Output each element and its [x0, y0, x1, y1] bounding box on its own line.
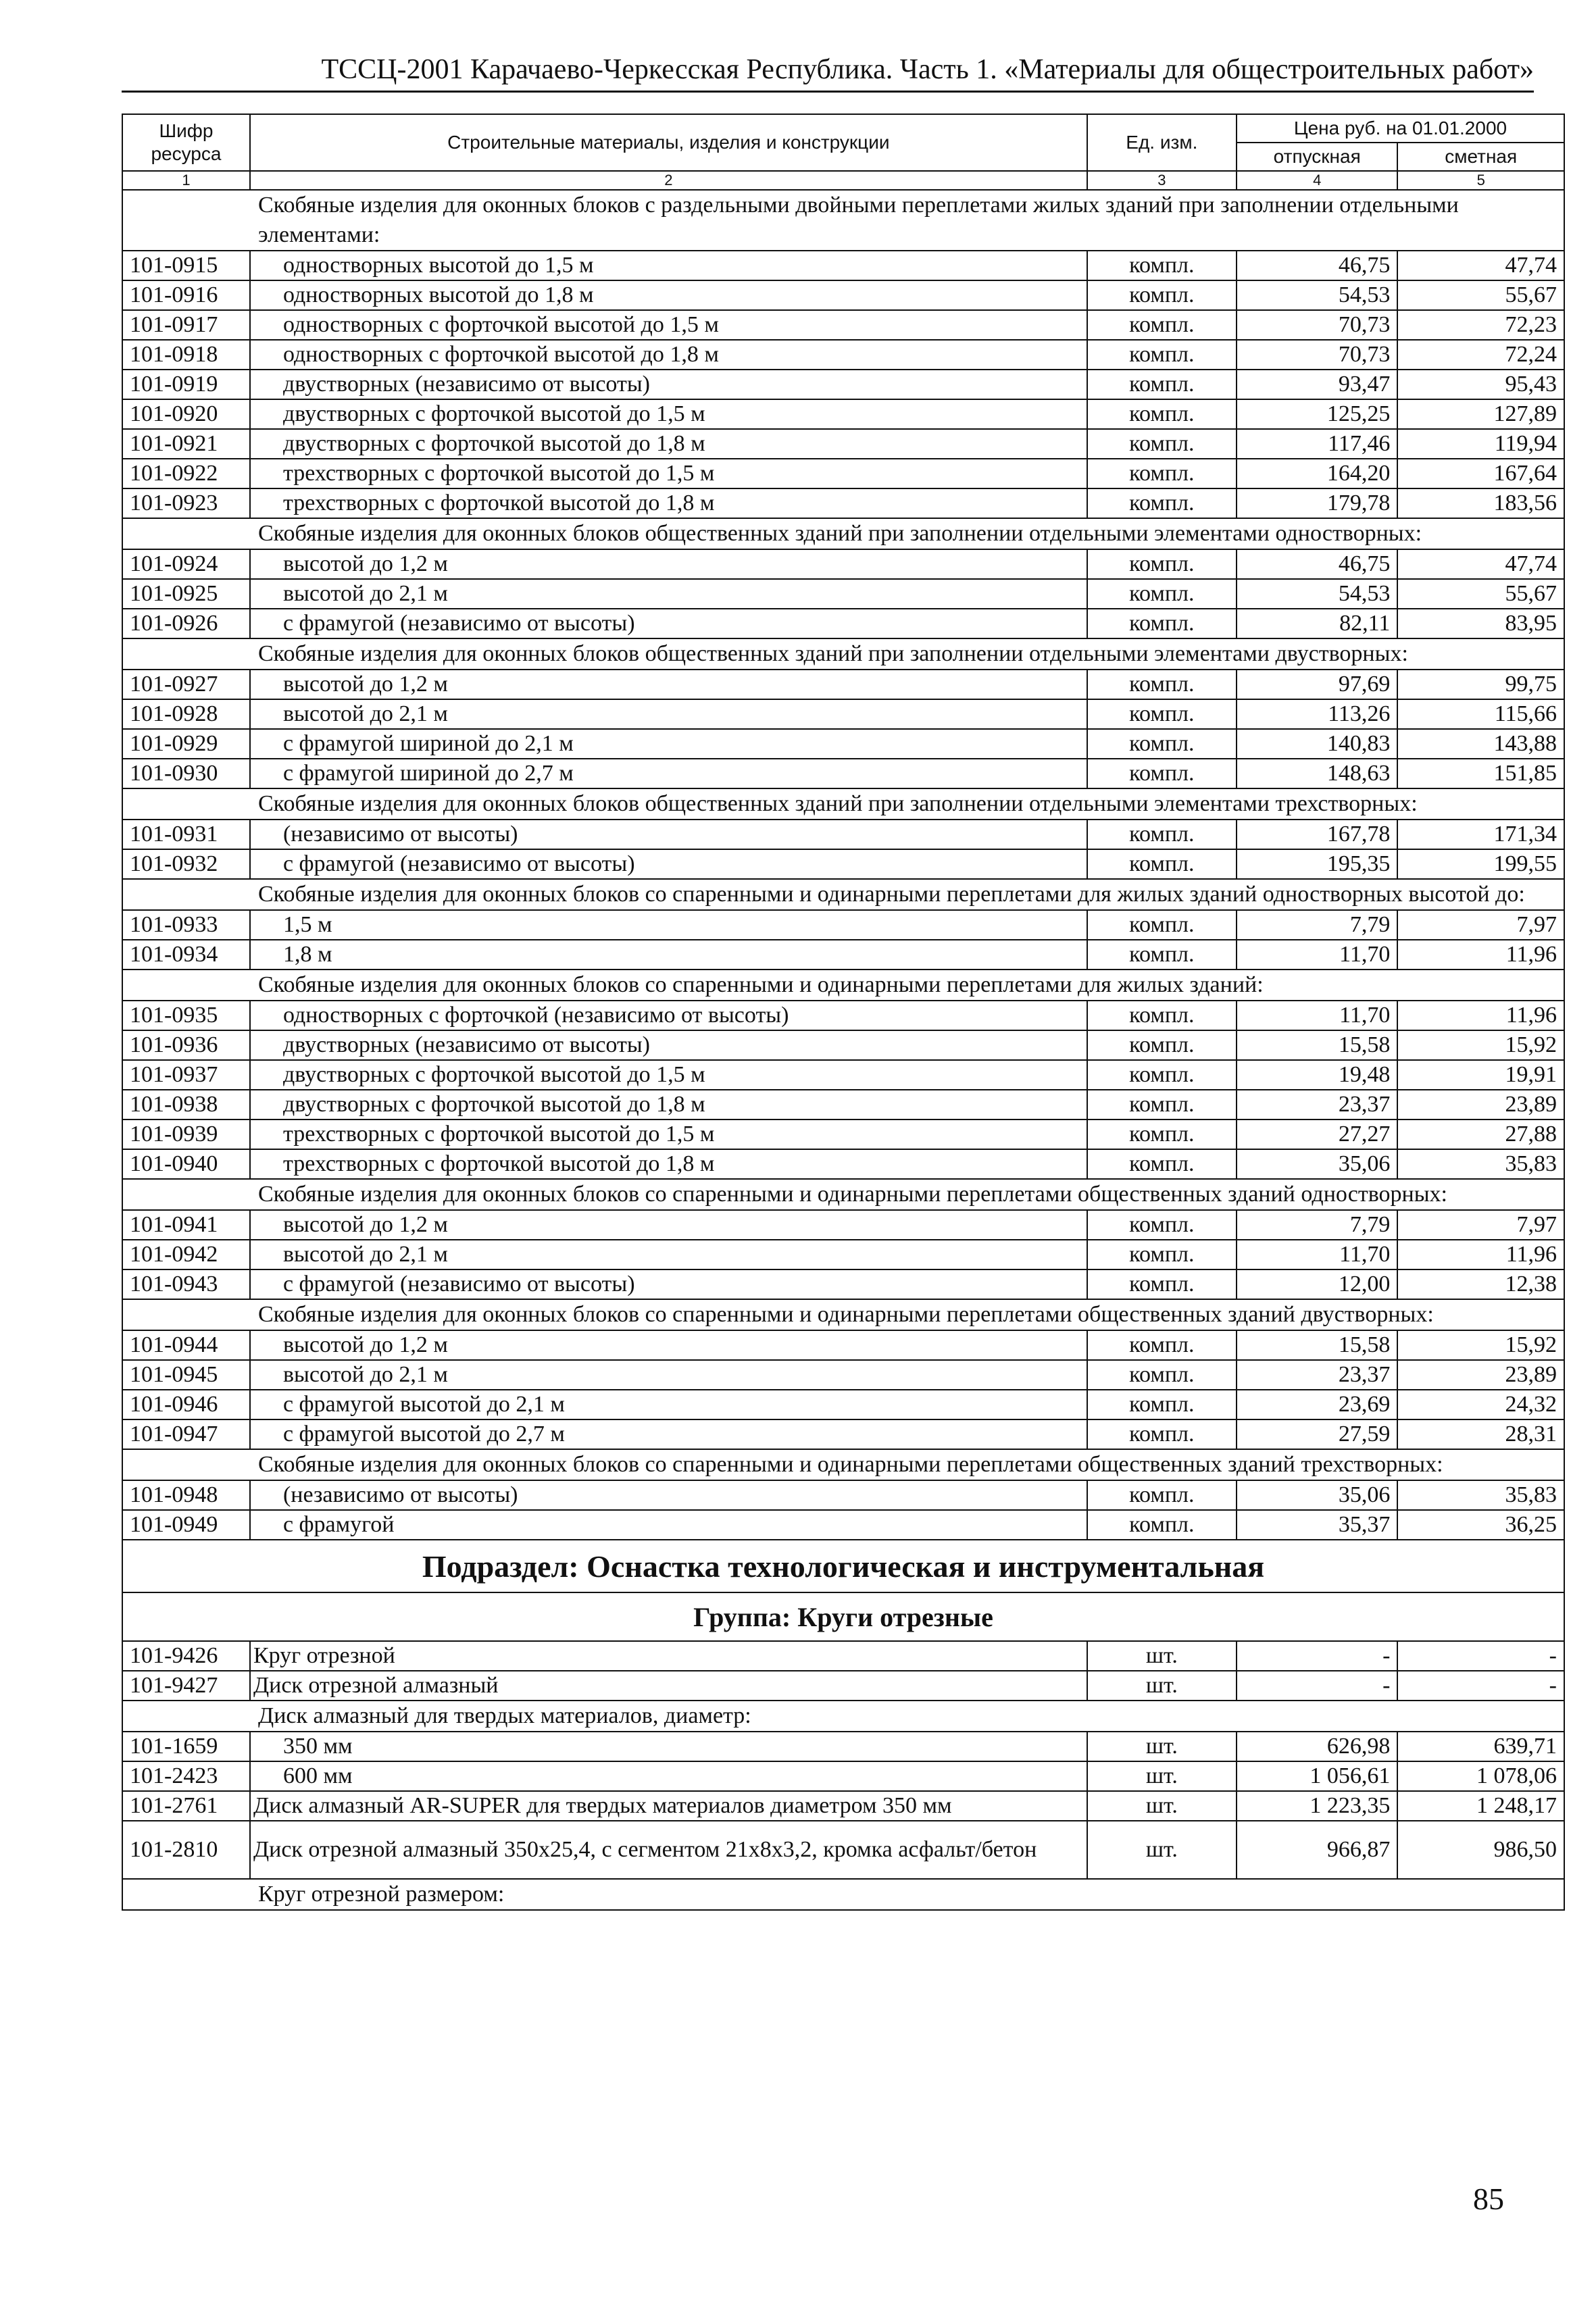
unit-of-measure: компл. — [1087, 1360, 1237, 1390]
price-estimate: 19,91 — [1397, 1060, 1564, 1090]
resource-code: 101-0947 — [122, 1419, 250, 1449]
table-row — [122, 370, 1564, 399]
price-release: 70,73 — [1237, 340, 1397, 370]
price-release: 148,63 — [1237, 759, 1397, 788]
table-row — [122, 399, 1564, 429]
section-header-row — [122, 1449, 1564, 1480]
price-release: 93,47 — [1237, 370, 1397, 399]
price-estimate: - — [1397, 1671, 1564, 1701]
price-release: 11,70 — [1237, 1001, 1397, 1030]
item-name: высотой до 1,2 м — [250, 1210, 1087, 1240]
section-header-row — [122, 1879, 1564, 1910]
price-estimate: 27,88 — [1397, 1120, 1564, 1149]
price-release: 15,58 — [1237, 1030, 1397, 1060]
table-row — [122, 1732, 1564, 1761]
resource-code: 101-0919 — [122, 370, 250, 399]
price-estimate: 199,55 — [1397, 849, 1564, 879]
resource-code: 101-0926 — [122, 609, 250, 638]
unit-of-measure: компл. — [1087, 759, 1237, 788]
table-row — [122, 1390, 1564, 1419]
table-row — [122, 1419, 1564, 1449]
item-name: Круг отрезной — [250, 1641, 1087, 1671]
head-price: Цена руб. на 01.01.2000 — [1237, 114, 1564, 143]
price-release: 23,69 — [1237, 1390, 1397, 1419]
head-num-3: 3 — [1087, 171, 1237, 190]
unit-of-measure: компл. — [1087, 1269, 1237, 1299]
unit-of-measure: шт. — [1087, 1641, 1237, 1671]
unit-of-measure: шт. — [1087, 1821, 1237, 1879]
head-name: Строительные материалы, изделия и конструкции — [250, 114, 1087, 171]
resource-code: 101-0943 — [122, 1269, 250, 1299]
price-release: 54,53 — [1237, 579, 1397, 609]
price-estimate: 55,67 — [1397, 579, 1564, 609]
resource-code: 101-1659 — [122, 1732, 250, 1761]
price-estimate: 36,25 — [1397, 1510, 1564, 1540]
section-header-row — [122, 1701, 1564, 1732]
resource-code: 101-0942 — [122, 1240, 250, 1269]
section-title: Скобяные изделия для оконных блоков со спаренными и одинарными переплетами для жилых зданий одностворных высотой до: — [122, 879, 1564, 910]
unit-of-measure: компл. — [1087, 699, 1237, 729]
price-release: 117,46 — [1237, 429, 1397, 459]
item-name: одностворных высотой до 1,8 м — [250, 280, 1087, 310]
section-header-row — [122, 879, 1564, 910]
item-name: Диск отрезной алмазный 350x25,4, с сегментом 21x8x3,2, кромка асфальт/бетон — [250, 1821, 1087, 1879]
item-name: высотой до 2,1 м — [250, 579, 1087, 609]
unit-of-measure: компл. — [1087, 399, 1237, 429]
section-title: Скобяные изделия для оконных блоков общественных зданий при заполнении отдельными элементами двустворных: — [122, 638, 1564, 670]
resource-code: 101-0931 — [122, 820, 250, 849]
price-estimate: 151,85 — [1397, 759, 1564, 788]
resource-code: 101-0921 — [122, 429, 250, 459]
table-row — [122, 1090, 1564, 1120]
unit-of-measure: компл. — [1087, 310, 1237, 340]
price-release: 46,75 — [1237, 251, 1397, 280]
table-row — [122, 579, 1564, 609]
item-name: трехстворных с форточкой высотой до 1,8 м — [250, 1149, 1087, 1179]
unit-of-measure: компл. — [1087, 1390, 1237, 1419]
item-name: двустворных (независимо от высоты) — [250, 1030, 1087, 1060]
head-num-5: 5 — [1397, 171, 1564, 190]
table-row — [122, 1641, 1564, 1671]
resource-code: 101-0915 — [122, 251, 250, 280]
table-row — [122, 1269, 1564, 1299]
unit-of-measure: компл. — [1087, 1330, 1237, 1360]
resource-code: 101-0948 — [122, 1480, 250, 1510]
unit-of-measure: компл. — [1087, 670, 1237, 699]
unit-of-measure: компл. — [1087, 940, 1237, 970]
table-row — [122, 488, 1564, 518]
item-name: двустворных с форточкой высотой до 1,5 м — [250, 399, 1087, 429]
table-row — [122, 1510, 1564, 1540]
table-row — [122, 1030, 1564, 1060]
unit-of-measure: компл. — [1087, 910, 1237, 940]
unit-of-measure: компл. — [1087, 609, 1237, 638]
unit-of-measure: шт. — [1087, 1732, 1237, 1761]
resource-code: 101-0922 — [122, 459, 250, 488]
price-estimate: 28,31 — [1397, 1419, 1564, 1449]
price-release: 113,26 — [1237, 699, 1397, 729]
price-release: 179,78 — [1237, 488, 1397, 518]
item-name: одностворных с форточкой (независимо от высоты) — [250, 1001, 1087, 1030]
table-row — [122, 1360, 1564, 1390]
unit-of-measure: компл. — [1087, 1210, 1237, 1240]
section-header-row — [122, 190, 1564, 251]
resource-code: 101-0945 — [122, 1360, 250, 1390]
price-estimate: 35,83 — [1397, 1480, 1564, 1510]
table-row — [122, 549, 1564, 579]
page-header: ТССЦ-2001 Карачаево-Черкесская Республика. Часть 1. «Материалы для общестроительных работ» — [122, 53, 1534, 93]
table-row — [122, 699, 1564, 729]
resource-code: 101-0939 — [122, 1120, 250, 1149]
unit-of-measure: компл. — [1087, 1030, 1237, 1060]
table-row — [122, 1791, 1564, 1821]
resource-code: 101-0932 — [122, 849, 250, 879]
item-name: трехстворных с форточкой высотой до 1,8 м — [250, 488, 1087, 518]
table-row — [122, 820, 1564, 849]
price-table — [122, 114, 1565, 1911]
table-row — [122, 1671, 1564, 1701]
resource-code: 101-0934 — [122, 940, 250, 970]
price-release: 7,79 — [1237, 1210, 1397, 1240]
resource-code: 101-0936 — [122, 1030, 250, 1060]
table-row — [122, 1480, 1564, 1510]
table-row — [122, 1060, 1564, 1090]
price-release: 70,73 — [1237, 310, 1397, 340]
price-release: 35,06 — [1237, 1149, 1397, 1179]
table-row — [122, 1149, 1564, 1179]
price-estimate: 15,92 — [1397, 1330, 1564, 1360]
resource-code: 101-0917 — [122, 310, 250, 340]
resource-code: 101-0940 — [122, 1149, 250, 1179]
item-name: с фрамугой высотой до 2,7 м — [250, 1419, 1087, 1449]
group-title: Группа: Круги отрезные — [122, 1592, 1564, 1641]
price-estimate: 55,67 — [1397, 280, 1564, 310]
section-title: Скобяные изделия для оконных блоков со спаренными и одинарными переплетами для жилых зданий: — [122, 970, 1564, 1001]
price-estimate: 115,66 — [1397, 699, 1564, 729]
table-row — [122, 729, 1564, 759]
table-row — [122, 340, 1564, 370]
price-release: 54,53 — [1237, 280, 1397, 310]
price-release: 125,25 — [1237, 399, 1397, 429]
section-header-row — [122, 518, 1564, 549]
item-name: 1,5 м — [250, 910, 1087, 940]
unit-of-measure: компл. — [1087, 1480, 1237, 1510]
price-release: 27,27 — [1237, 1120, 1397, 1149]
item-name: 600 мм — [250, 1761, 1087, 1791]
head-num-1: 1 — [122, 171, 250, 190]
price-estimate: 143,88 — [1397, 729, 1564, 759]
table-row — [122, 670, 1564, 699]
section-title: Скобяные изделия для оконных блоков со спаренными и одинарными переплетами общественных зданий двустворных: — [122, 1299, 1564, 1330]
unit-of-measure: компл. — [1087, 820, 1237, 849]
price-release: 1 223,35 — [1237, 1791, 1397, 1821]
price-estimate: 47,74 — [1397, 549, 1564, 579]
price-estimate: 83,95 — [1397, 609, 1564, 638]
resource-code: 101-0935 — [122, 1001, 250, 1030]
unit-of-measure: компл. — [1087, 1001, 1237, 1030]
table-row — [122, 1761, 1564, 1791]
price-estimate: 23,89 — [1397, 1090, 1564, 1120]
unit-of-measure: компл. — [1087, 488, 1237, 518]
head-price-release: отпускная — [1237, 143, 1397, 171]
unit-of-measure: компл. — [1087, 370, 1237, 399]
table-row — [122, 280, 1564, 310]
head-price-estimate: сметная — [1397, 143, 1564, 171]
unit-of-measure: компл. — [1087, 1060, 1237, 1090]
price-estimate: 127,89 — [1397, 399, 1564, 429]
item-name: высотой до 1,2 м — [250, 1330, 1087, 1360]
price-estimate: 11,96 — [1397, 1001, 1564, 1030]
item-name: (независимо от высоты) — [250, 820, 1087, 849]
price-release: 7,79 — [1237, 910, 1397, 940]
price-release: 195,35 — [1237, 849, 1397, 879]
price-estimate: 95,43 — [1397, 370, 1564, 399]
section-title: Скобяные изделия для оконных блоков с раздельными двойными переплетами жилых зданий при заполнении отдельными элементами: — [122, 190, 1564, 251]
section-header-row — [122, 1299, 1564, 1330]
price-estimate: 72,23 — [1397, 310, 1564, 340]
price-release: 12,00 — [1237, 1269, 1397, 1299]
price-release: 140,83 — [1237, 729, 1397, 759]
table-row — [122, 1821, 1564, 1879]
price-release: 167,78 — [1237, 820, 1397, 849]
price-estimate: 1 248,17 — [1397, 1791, 1564, 1821]
section-title: Круг отрезной размером: — [122, 1879, 1564, 1910]
item-name: 1,8 м — [250, 940, 1087, 970]
head-num-4: 4 — [1237, 171, 1397, 190]
price-estimate: 7,97 — [1397, 1210, 1564, 1240]
resource-code: 101-2423 — [122, 1761, 250, 1791]
unit-of-measure: компл. — [1087, 459, 1237, 488]
table-row — [122, 1210, 1564, 1240]
price-release: 164,20 — [1237, 459, 1397, 488]
resource-code: 101-0938 — [122, 1090, 250, 1120]
item-name: одностворных с форточкой высотой до 1,5 м — [250, 310, 1087, 340]
unit-of-measure: компл. — [1087, 429, 1237, 459]
table-row — [122, 849, 1564, 879]
item-name: высотой до 2,1 м — [250, 1360, 1087, 1390]
resource-code: 101-0937 — [122, 1060, 250, 1090]
unit-of-measure: шт. — [1087, 1671, 1237, 1701]
resource-code: 101-0923 — [122, 488, 250, 518]
head-unit: Ед. изм. — [1087, 114, 1237, 171]
unit-of-measure: компл. — [1087, 1120, 1237, 1149]
page-number: 85 — [1473, 2182, 1504, 2216]
resource-code: 101-0930 — [122, 759, 250, 788]
resource-code: 101-0924 — [122, 549, 250, 579]
price-release: 15,58 — [1237, 1330, 1397, 1360]
section-header-row — [122, 1179, 1564, 1210]
price-estimate: 167,64 — [1397, 459, 1564, 488]
resource-code: 101-0933 — [122, 910, 250, 940]
section-title: Скобяные изделия для оконных блоков общественных зданий при заполнении отдельными элементами одностворных: — [122, 518, 1564, 549]
item-name: высотой до 2,1 м — [250, 1240, 1087, 1269]
item-name: высотой до 2,1 м — [250, 699, 1087, 729]
section-header-row — [122, 638, 1564, 670]
unit-of-measure: компл. — [1087, 579, 1237, 609]
item-name: с фрамугой (независимо от высоты) — [250, 849, 1087, 879]
item-name: с фрамугой (независимо от высоты) — [250, 609, 1087, 638]
resource-code: 101-0927 — [122, 670, 250, 699]
price-release: 19,48 — [1237, 1060, 1397, 1090]
resource-code: 101-0918 — [122, 340, 250, 370]
resource-code: 101-0925 — [122, 579, 250, 609]
unit-of-measure: компл. — [1087, 1419, 1237, 1449]
unit-of-measure: компл. — [1087, 729, 1237, 759]
price-release: 35,06 — [1237, 1480, 1397, 1510]
table-row — [122, 459, 1564, 488]
item-name: одностворных высотой до 1,5 м — [250, 251, 1087, 280]
price-release: 966,87 — [1237, 1821, 1397, 1879]
price-release: - — [1237, 1641, 1397, 1671]
section-title: Скобяные изделия для оконных блоков общественных зданий при заполнении отдельными элементами трехстворных: — [122, 788, 1564, 820]
unit-of-measure: компл. — [1087, 1149, 1237, 1179]
subsection-title: Подраздел: Оснастка технологическая и инструментальная — [122, 1540, 1564, 1592]
price-estimate: 986,50 — [1397, 1821, 1564, 1879]
item-name: трехстворных с форточкой высотой до 1,5 м — [250, 459, 1087, 488]
resource-code: 101-0929 — [122, 729, 250, 759]
section-header-row — [122, 788, 1564, 820]
head-num-2: 2 — [250, 171, 1087, 190]
price-estimate: 119,94 — [1397, 429, 1564, 459]
item-name: с фрамугой шириной до 2,1 м — [250, 729, 1087, 759]
resource-code: 101-9426 — [122, 1641, 250, 1671]
unit-of-measure: компл. — [1087, 849, 1237, 879]
resource-code: 101-0944 — [122, 1330, 250, 1360]
unit-of-measure: компл. — [1087, 1510, 1237, 1540]
price-estimate: - — [1397, 1641, 1564, 1671]
price-release: 82,11 — [1237, 609, 1397, 638]
resource-code: 101-0928 — [122, 699, 250, 729]
price-estimate: 35,83 — [1397, 1149, 1564, 1179]
item-name: высотой до 1,2 м — [250, 670, 1087, 699]
price-release: 46,75 — [1237, 549, 1397, 579]
item-name: высотой до 1,2 м — [250, 549, 1087, 579]
item-name: (независимо от высоты) — [250, 1480, 1087, 1510]
table-row — [122, 310, 1564, 340]
unit-of-measure: компл. — [1087, 1240, 1237, 1269]
price-release: 1 056,61 — [1237, 1761, 1397, 1791]
section-title: Диск алмазный для твердых материалов, диаметр: — [122, 1701, 1564, 1732]
price-release: 27,59 — [1237, 1419, 1397, 1449]
price-estimate: 639,71 — [1397, 1732, 1564, 1761]
resource-code: 101-0949 — [122, 1510, 250, 1540]
unit-of-measure: компл. — [1087, 549, 1237, 579]
table-row — [122, 940, 1564, 970]
unit-of-measure: компл. — [1087, 1090, 1237, 1120]
resource-code: 101-2810 — [122, 1821, 250, 1879]
price-release: 626,98 — [1237, 1732, 1397, 1761]
price-release: 23,37 — [1237, 1090, 1397, 1120]
resource-code: 101-0946 — [122, 1390, 250, 1419]
price-estimate: 72,24 — [1397, 340, 1564, 370]
table-row — [122, 759, 1564, 788]
table-body — [122, 190, 1564, 1910]
price-estimate: 1 078,06 — [1397, 1761, 1564, 1791]
resource-code: 101-9427 — [122, 1671, 250, 1701]
price-release: - — [1237, 1671, 1397, 1701]
price-release: 97,69 — [1237, 670, 1397, 699]
item-name: Диск отрезной алмазный — [250, 1671, 1087, 1701]
section-header-row — [122, 970, 1564, 1001]
table-row — [122, 609, 1564, 638]
item-name: 350 мм — [250, 1732, 1087, 1761]
unit-of-measure: шт. — [1087, 1791, 1237, 1821]
head-code: Шифр ресурса — [122, 114, 250, 171]
unit-of-measure: компл. — [1087, 280, 1237, 310]
resource-code: 101-2761 — [122, 1791, 250, 1821]
section-title: Скобяные изделия для оконных блоков со спаренными и одинарными переплетами общественных зданий трехстворных: — [122, 1449, 1564, 1480]
item-name: с фрамугой высотой до 2,1 м — [250, 1390, 1087, 1419]
table-row — [122, 1120, 1564, 1149]
price-estimate: 11,96 — [1397, 1240, 1564, 1269]
table-row — [122, 1330, 1564, 1360]
group-row — [122, 1592, 1564, 1641]
item-name: с фрамугой шириной до 2,7 м — [250, 759, 1087, 788]
table-row — [122, 429, 1564, 459]
price-estimate: 7,97 — [1397, 910, 1564, 940]
resource-code: 101-0941 — [122, 1210, 250, 1240]
unit-of-measure: компл. — [1087, 251, 1237, 280]
table-row — [122, 1240, 1564, 1269]
section-title: Скобяные изделия для оконных блоков со спаренными и одинарными переплетами общественных зданий одностворных: — [122, 1179, 1564, 1210]
item-name: двустворных с форточкой высотой до 1,8 м — [250, 1090, 1087, 1120]
table-row — [122, 910, 1564, 940]
item-name: с фрамугой (независимо от высоты) — [250, 1269, 1087, 1299]
price-estimate: 171,34 — [1397, 820, 1564, 849]
price-release: 35,37 — [1237, 1510, 1397, 1540]
table-row — [122, 1001, 1564, 1030]
unit-of-measure: шт. — [1087, 1761, 1237, 1791]
price-release: 23,37 — [1237, 1360, 1397, 1390]
price-estimate: 99,75 — [1397, 670, 1564, 699]
resource-code: 101-0916 — [122, 280, 250, 310]
price-estimate: 23,89 — [1397, 1360, 1564, 1390]
item-name: Диск алмазный AR-SUPER для твердых материалов диаметром 350 мм — [250, 1791, 1087, 1821]
item-name: трехстворных с форточкой высотой до 1,5 м — [250, 1120, 1087, 1149]
price-estimate: 11,96 — [1397, 940, 1564, 970]
item-name: двустворных с форточкой высотой до 1,8 м — [250, 429, 1087, 459]
price-estimate: 12,38 — [1397, 1269, 1564, 1299]
subsection-row — [122, 1540, 1564, 1592]
unit-of-measure: компл. — [1087, 340, 1237, 370]
table-row — [122, 251, 1564, 280]
item-name: двустворных (независимо от высоты) — [250, 370, 1087, 399]
table-head — [122, 114, 1564, 190]
resource-code: 101-0920 — [122, 399, 250, 429]
price-release: 11,70 — [1237, 1240, 1397, 1269]
item-name: с фрамугой — [250, 1510, 1087, 1540]
price-estimate: 24,32 — [1397, 1390, 1564, 1419]
price-estimate: 47,74 — [1397, 251, 1564, 280]
price-release: 11,70 — [1237, 940, 1397, 970]
price-estimate: 15,92 — [1397, 1030, 1564, 1060]
item-name: одностворных с форточкой высотой до 1,8 м — [250, 340, 1087, 370]
item-name: двустворных с форточкой высотой до 1,5 м — [250, 1060, 1087, 1090]
price-estimate: 183,56 — [1397, 488, 1564, 518]
